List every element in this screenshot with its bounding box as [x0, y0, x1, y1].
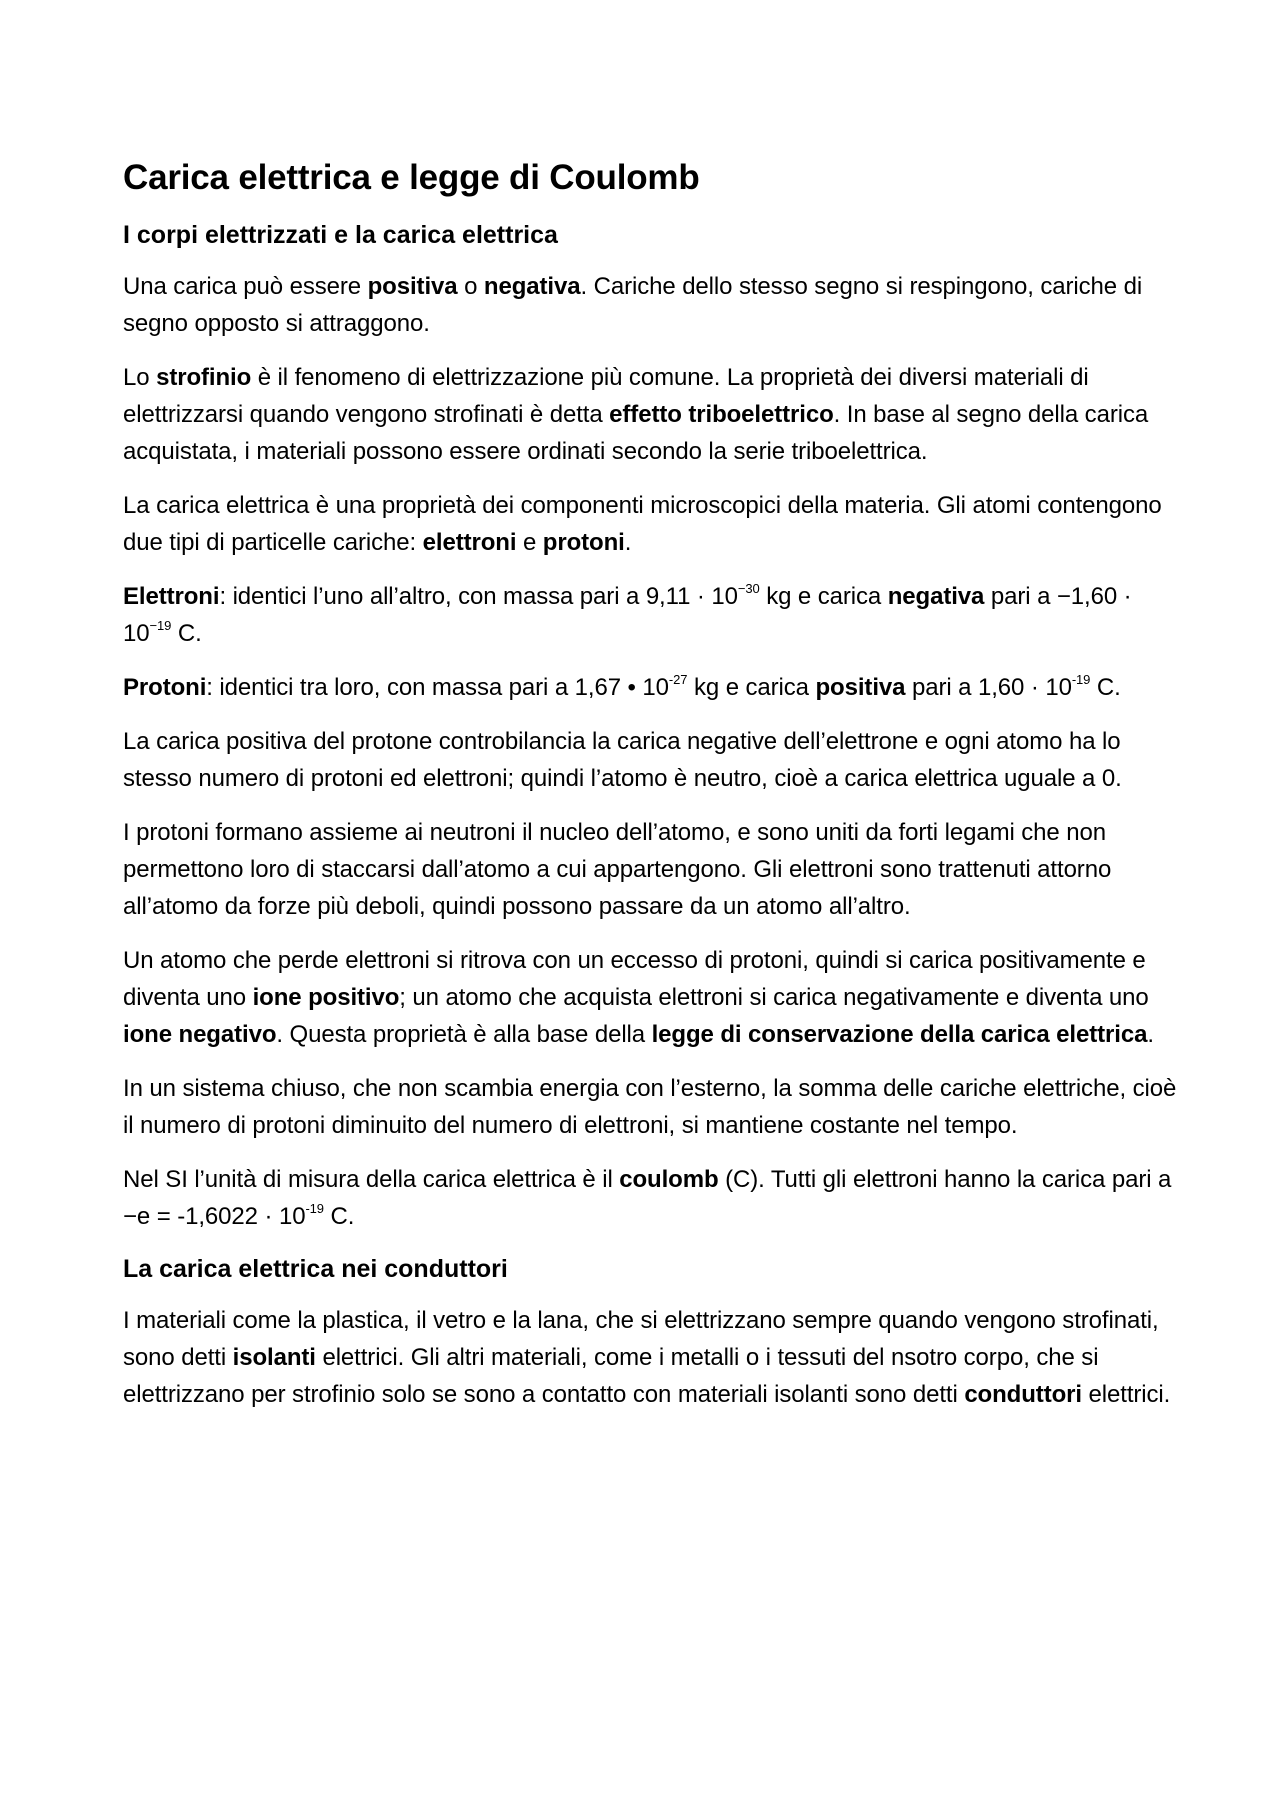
paragraph-nucleo: I protoni formano assieme ai neutroni il nucleo dell’atomo, e sono uniti da forti legami che non permettono loro di staccarsi dall’atomo a cui appartengono. Gli elettroni sono trattenuti attorno all’atomo da forze più deboli, quindi possono passare da un atomo all’altro. [123, 819, 1112, 920]
section-heading-corpi-elettrizzati: I corpi elettrizzati e la carica elettrica [123, 221, 558, 249]
text: elettrici. [1081, 1381, 1171, 1408]
bold-term: strofinio [156, 364, 252, 391]
text: è il fenomeno di elettrizzazione più comune. La proprietà dei diversi materiali di elettrizzarsi quando vengono strofinati è detta [123, 364, 1089, 428]
bold-term: effetto triboelettrico [609, 401, 834, 428]
text: Lo [123, 364, 157, 391]
text: kg e carica [759, 583, 888, 610]
bold-term: negativa [483, 273, 581, 300]
text: (C). Tutti gli elettroni hanno la carica pari a −e = -1,6022 · 10 [123, 1166, 1172, 1230]
text: kg e carica [687, 674, 816, 701]
bold-term: positiva [367, 273, 458, 300]
exponent: -27 [668, 672, 688, 687]
section-heading-conduttori: La carica elettrica nei conduttori [123, 1255, 508, 1283]
paragraph-coulomb [123, 1161, 1183, 1235]
paragraph-cariche-segno [123, 268, 1183, 342]
exponent: −30 [737, 581, 760, 596]
bold-term: protoni [542, 529, 625, 556]
paragraph-isolanti-conduttori [123, 1302, 1183, 1413]
paragraph-ioni [123, 942, 1183, 1053]
page-title: Carica elettrica e legge di Coulomb [123, 158, 700, 197]
exponent: −19 [149, 618, 172, 633]
paragraph-sistema-chiuso: In un sistema chiuso, che non scambia energia con l’esterno, la somma delle cariche elettriche, cioè il numero di protoni diminuito del numero di elettroni, si mantiene costante nel tempo. [123, 1075, 1177, 1139]
text: Una carica può essere [123, 273, 368, 300]
text: ; un atomo che acquista elettroni si carica negativamente e diventa uno [399, 984, 1149, 1011]
paragraph-strofinio [123, 359, 1183, 470]
bold-term: elettroni [422, 529, 517, 556]
paragraph-protoni [123, 669, 1183, 706]
text: . [624, 529, 632, 556]
text: . In base al segno della carica acquistata, i materiali possono essere ordinati secondo la serie triboelettrica. [123, 401, 1149, 465]
document-page [123, 150, 1183, 1430]
bold-term: negativa [887, 583, 985, 610]
text: . Cariche dello stesso segno si respingono, cariche di segno opposto si attraggono. [123, 273, 1143, 337]
bold-term: Elettroni [123, 583, 220, 610]
text: C. [171, 620, 202, 647]
text: o [457, 273, 484, 300]
bold-term: coulomb [619, 1166, 719, 1193]
paragraph-elettroni [123, 578, 1183, 652]
exponent: -19 [305, 1201, 324, 1216]
text: e [516, 529, 543, 556]
bold-term: positiva [815, 674, 906, 701]
text: C. [323, 1203, 355, 1230]
text: : identici tra loro, con massa pari a 1,67 • 10 [206, 674, 669, 701]
text: . Questa proprietà è alla base della [276, 1021, 652, 1048]
text: : identici l’uno all’altro, con massa pari a 9,11 · 10 [219, 583, 738, 610]
paragraph-componenti-microscopici [123, 487, 1183, 561]
exponent: -19 [1071, 672, 1091, 687]
text: Un atomo che perde elettroni si ritrova con un eccesso di protoni, quindi si carica positivamente e diventa uno [123, 947, 1146, 1011]
bold-term: legge di conservazione della carica elettrica [651, 1021, 1148, 1048]
bold-term: ione positivo [252, 984, 400, 1011]
text: elettrici. Gli altri materiali, come i metalli o i tessuti del nsotro corpo, che si elettrizzano per strofinio solo se sono a contatto con materiali isolanti sono detti [123, 1344, 1099, 1408]
text: I materiali come la plastica, il vetro e la lana, che si elettrizzano sempre quando vengono strofinati, sono detti [123, 1307, 1159, 1371]
text: La carica elettrica è una proprietà dei componenti microscopici della materia. Gli atomi contengono due tipi di particelle cariche: [123, 492, 1162, 556]
bold-term: ione negativo [123, 1021, 277, 1048]
text: . [1147, 1021, 1154, 1048]
bold-term: isolanti [232, 1344, 316, 1371]
text: pari a −1,60 · 10 [123, 583, 1132, 647]
bold-term: conduttori [964, 1381, 1082, 1408]
paragraph-atomo-neutro: La carica positiva del protone controbilancia la carica negative dell’elettrone e ogni atomo ha lo stesso numero di protoni ed elettroni; quindi l’atomo è neutro, cioè a carica elettrica uguale a 0. [123, 728, 1122, 792]
bold-term: Protoni [123, 674, 207, 701]
text: pari a 1,60 · 10 [905, 674, 1072, 701]
text: Nel SI l’unità di misura della carica elettrica è il [123, 1166, 620, 1193]
text: C. [1090, 674, 1121, 701]
